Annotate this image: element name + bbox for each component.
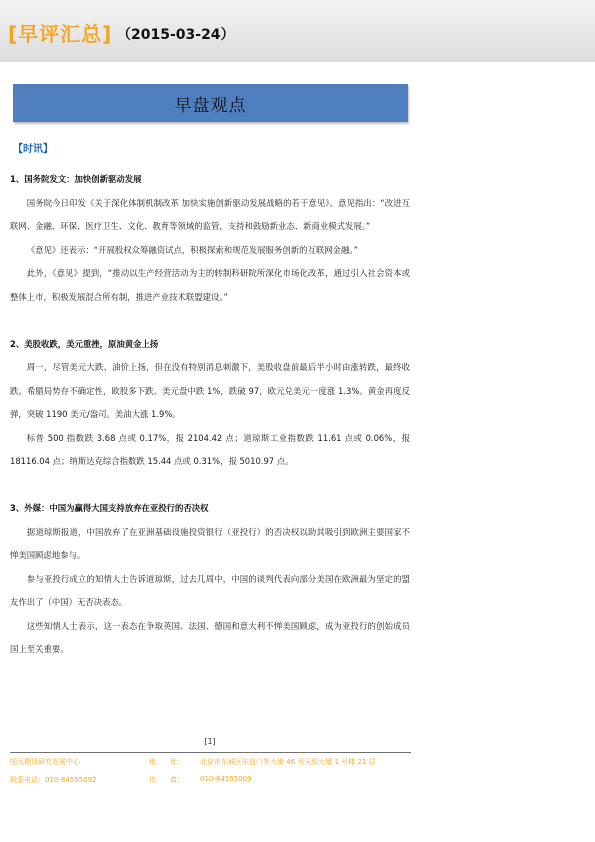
article-paragraph: 此外，《意见》提到，“推动以生产经营活动为主的转制科研院所深化市场化改革，通过引入社会资本或整体上市，积极发展混合所有制，推进产业技术联盟建设。” xyxy=(10,268,410,302)
article-paragraph: 国务院今日印发《关于深化体制机制改革 加快实施创新驱动发展战略的若干意见》。意见指出：“改进互联网、金融、环保、医疗卫生、文化、教育等领域的监管，支持和鼓励新业态、新商业模式发展。” xyxy=(10,197,410,231)
article-paragraph: 《意见》还表示：“开展股权众筹融资试点，积极探索和规范发展服务创新的互联网金融。” xyxy=(26,244,358,255)
article-heading: 3、外媒：中国为赢得大国支持放弃在亚投行的否决权 xyxy=(10,503,209,513)
report-date: （2015-03-24） xyxy=(117,27,235,43)
article-paragraph: 周一，尽管美元大跌、油价上扬，但在没有特别消息刺激下，美股收盘前最后半小时由涨转跌，最终收跌。希腊局势存不确定性，欧股多下跌。美元盘中跌 1%，跌破 97，欧元兑美元一度涨 1.3%。黄金再度反弹，突破 1190 美元/盎司。美油大涨 1.9%。 xyxy=(10,362,410,419)
banner-title: 早盘观点 xyxy=(174,95,247,116)
footer-fax-label: 传 真： xyxy=(149,776,184,784)
footer-address-label: 地 址： xyxy=(149,758,184,766)
article-paragraph: 参与亚投行成立的知情人士告诉道琼斯，过去几周中，中国的谈判代表向部分美国在欧洲最为坚定的盟友作出了（中国）无否决表态。 xyxy=(10,573,410,607)
article-paragraph: 这些知情人士表示，这一表态在争取英国、法国、德国和意大利不惮美国顾虑，成为亚投行的创始成员国上至关重要。 xyxy=(10,620,410,654)
section-tag: 【时讯】 xyxy=(13,144,53,155)
report-title: [早评汇总] xyxy=(8,22,113,46)
footer-org: 国元期货研究发展中心 xyxy=(10,758,80,766)
spacer xyxy=(10,474,410,498)
article-heading: 2、美股收跌，美元重挫，原油黄金上扬 xyxy=(10,338,159,349)
article-heading: 1、国务院发文：加快创新驱动发展 xyxy=(10,174,142,184)
footer-address: 北京市东城区东直门外大街 46 号天恒大厦 1 号楼 21 层 xyxy=(200,758,376,766)
footer-phone: 联系电话：010-84555092 xyxy=(10,776,97,784)
footer-fax: 010-84555009 xyxy=(200,775,252,783)
page-number: [1] xyxy=(204,737,216,746)
news-content xyxy=(10,168,410,662)
spacer xyxy=(10,309,410,333)
footer-divider xyxy=(10,752,411,753)
article-paragraph: 据道琼斯报道，中国放弃了在亚洲基础设施投资银行（亚投行）的否决权以助其吸引到欧洲主要国家不惮美国顾虑地参与。 xyxy=(10,526,410,560)
section-banner xyxy=(13,84,408,122)
article-paragraph: 标普 500 指数跌 3.68 点或 0.17%，报 2104.42 点；道琼斯工业指数跌 11.61 点或 0.06%，报 18116.04 点；纳斯达克综合指数跌 15.44 点或 0.31%，报 5010.97 点。 xyxy=(10,432,410,466)
